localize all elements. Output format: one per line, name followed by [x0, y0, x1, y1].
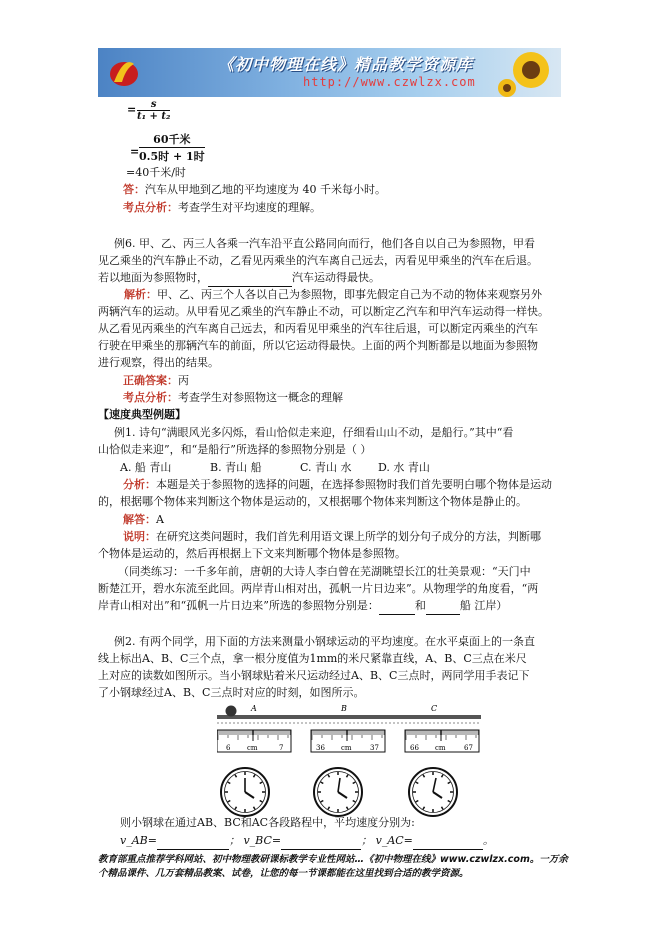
ex6-line-3-post: 汽车运动得最快。: [292, 271, 380, 284]
ex1-note-2: 个物体是运动的，然后再根据上下文来判断哪个物体是参照物。: [98, 547, 406, 560]
ex6-analysis-5: 进行观察，得出的结果。: [98, 356, 219, 369]
table-surface: [217, 715, 481, 719]
eq-sign-1: =: [127, 103, 137, 116]
v-ac-blank[interactable]: [413, 833, 483, 850]
sunflower-icon: [497, 48, 557, 97]
kd-line-1: [123, 200, 321, 216]
clock-b-icon: [314, 768, 362, 816]
ruler-clock-figure: [217, 703, 481, 820]
fraction-2-numerator: 60千米: [139, 131, 205, 148]
ex1-analysis-label: 分析：: [123, 478, 156, 491]
point-b-label: B: [341, 704, 347, 713]
ex1-answer: [123, 512, 164, 528]
fraction-1: [137, 99, 170, 122]
ex2-line-3: 上对应的读数如图所示。当小钢球贴着米尺运动经过A、B、C三点时，两同学用手表记下: [98, 669, 530, 682]
ruler-c-unit: cm: [435, 744, 446, 752]
site-logo-icon: [104, 52, 144, 92]
kd-text-1: 考查学生对平均速度的理解。: [178, 201, 321, 214]
banner-title: 《初中物理在线》精品教学资源库: [218, 55, 474, 74]
clock-c-icon: [409, 768, 457, 816]
ex1-note-text-1: 在研究这类问题时，我们首先利用语文课上所学的划分句子成分的方法，判断哪: [156, 530, 541, 543]
ex2-line-1: 例2. 有两个同学，用下面的方法来测量小钢球运动的平均速度。在水平桌面上的一条直: [114, 635, 535, 648]
v-bc-blank[interactable]: [281, 833, 361, 850]
ex6-correct-text: 丙: [178, 374, 189, 387]
ex6-analysis-text-1: 甲、乙、丙三个人各以自己为参照物，即事先假定自己为不动的物体来观察另外: [157, 288, 542, 301]
ex6-line-2: 见乙乘坐的汽车静止不动，乙看见丙乘坐的汽车离自己远去，丙看见甲乘坐的汽车在后退。: [98, 254, 538, 267]
ex6-correct-label: 正确答案：: [123, 374, 178, 387]
practice-line-3: [98, 598, 507, 615]
ex1-option-d: D. 水 青山: [378, 461, 430, 474]
ex2-question: 则小钢球在通过AB、BC和AC各段路程中，平均速度分别为:: [120, 816, 415, 829]
fraction-2-denominator: 0.5时 + 1时: [139, 150, 205, 163]
ex6-kd-text: 考查学生对参照物这一概念的理解: [178, 391, 343, 404]
calc-result: =40千米/时: [126, 166, 186, 179]
practice-line-2: 断楚江开，碧水东流至此回。两岸青山相对出，孤帆一片日边来”。从物理学的角度看，“两: [98, 582, 539, 595]
fraction-2: [139, 131, 205, 164]
page-footer: [98, 853, 568, 881]
ruler-c-right: 67: [464, 744, 473, 752]
ruler-b-right: 37: [370, 744, 379, 752]
ex6-analysis-4: 行驶在甲乘坐的那辆汽车的前面，所以它运动得最快。上面的两个判断都是以地面为参照物: [98, 339, 538, 352]
ex1-note-1: [123, 529, 541, 545]
v-ac-label: v_AC=: [375, 834, 413, 847]
ex6-line-3-pre: 若以地面为参照物时，: [98, 271, 208, 284]
ruler-c-left: 66: [410, 744, 419, 752]
ex1-line-2: 山恰似走来迎”，和“是船行”所选择的参照物分别是（ ）: [98, 443, 372, 456]
practice-and: 和: [414, 599, 426, 612]
ex6-analysis-2: 两辆汽车的运动。从甲看见乙乘坐的汽车静止不动，可以断定乙汽车和甲汽车运动得一样快。: [98, 305, 549, 318]
practice-blank-1[interactable]: [379, 598, 415, 615]
v-ab-blank[interactable]: [157, 833, 229, 850]
ruler-b-unit: cm: [341, 744, 352, 752]
ex1-option-b: B. 青山 船: [210, 461, 262, 474]
ex1-analysis-text-1: 本题是关于参照物的选择的问题，在选择参照物时我们首先要明白哪个物体是运动: [156, 478, 552, 491]
v-end: 。: [482, 834, 494, 847]
ex1-option-a: A. 船 青山: [120, 461, 172, 474]
ex1-note-label: 说明：: [123, 530, 156, 543]
ex1-answer-label: 解答：: [123, 513, 156, 526]
kd-label-1: 考点分析：: [123, 201, 178, 214]
header-banner: [98, 48, 561, 97]
practice-tail: 船 江岸）: [459, 599, 508, 612]
answer-line: [123, 182, 386, 198]
ex1-analysis-2: 的，根据哪个物体来判断这个物体是运动的，又根据哪个物体来判断这个物体是静止的。: [98, 495, 527, 508]
practice-line-3-text: 岸青山相对出”和“孤帆一片日边来”所选的参照物分别是：: [98, 599, 379, 612]
ex6-kd: [123, 390, 343, 406]
footer-line-2: 个精品课件、几万套精品教案、试卷，让您的每一节课都能在这里找到合适的教学资源。: [98, 868, 469, 879]
clock-a-icon: [221, 768, 269, 816]
eq-sign-2: =: [130, 145, 140, 158]
ex6-line-1: 例6. 甲、乙、丙三人各乘一汽车沿平直公路同向而行，他们各自以自己为参照物，甲看: [114, 237, 535, 250]
v-ab-label: v_AB=: [120, 834, 157, 847]
ex6-kd-label: 考点分析：: [123, 391, 178, 404]
v-bc-label: v_BC=: [243, 834, 282, 847]
fraction-1-denominator: t₁ + t₂: [137, 111, 171, 122]
practice-line-1: （同类练习：一千多年前，唐朝的大诗人李白曾在芜湖眺望长江的壮美景观：“天门中: [118, 565, 531, 578]
ex6-analysis-1: [124, 287, 542, 303]
ex1-line-1: 例1. 诗句“满眼风光多闪烁，看山恰似走来迎，仔细看山山不动，是船行。”其中“看: [114, 426, 514, 439]
banner-url[interactable]: http://www.czwlzx.com: [303, 75, 476, 89]
point-c-label: C: [431, 704, 438, 713]
ex6-analysis-3: 从乙看见丙乘坐的汽车离自己远去，和丙看见甲乘坐的汽车往后退，可以断定丙乘坐的汽车: [98, 322, 538, 335]
practice-blank-2[interactable]: [426, 598, 460, 615]
ruler-a-right: 7: [279, 744, 284, 752]
ex1-answer-text: A: [156, 513, 164, 526]
ex2-line-4: 了小钢球经过A、B、C三点时对应的时刻，如图所示。: [98, 686, 365, 699]
ex6-analysis-label: 解析：: [124, 288, 157, 301]
ex2-line-2: 线上标出A、B、C三个点，拿一根分度值为1mm的米尺紧靠直线，A、B、C三点在米尺: [98, 652, 527, 665]
footer-line-1: 教育部重点推荐学科网站、初中物理教研课标教学专业性网站…《初中物理在线》www.czwlzx.com。一万余: [98, 854, 568, 865]
ex1-option-c: C. 青山 水: [300, 461, 352, 474]
point-a-label: A: [251, 704, 257, 713]
answer-text: 汽车从甲地到乙地的平均速度为 40 千米每小时。: [145, 183, 386, 196]
ex6-line-3: [98, 270, 380, 287]
ruler-a-unit: cm: [247, 744, 258, 752]
velocity-row: v_AB= ； v_BC= ； v_AC= 。: [120, 833, 494, 850]
ruler-b-left: 36: [316, 744, 325, 752]
fraction-1-numerator: s: [137, 99, 170, 111]
answer-label: 答：: [123, 183, 145, 196]
ex6-blank[interactable]: [208, 270, 292, 287]
ex6-correct: [123, 373, 189, 389]
section-heading: 【速度典型例题】: [98, 408, 186, 421]
ruler-a-left: 6: [226, 744, 231, 752]
ex1-analysis-1: [123, 477, 552, 493]
steel-ball-icon: [226, 706, 237, 717]
